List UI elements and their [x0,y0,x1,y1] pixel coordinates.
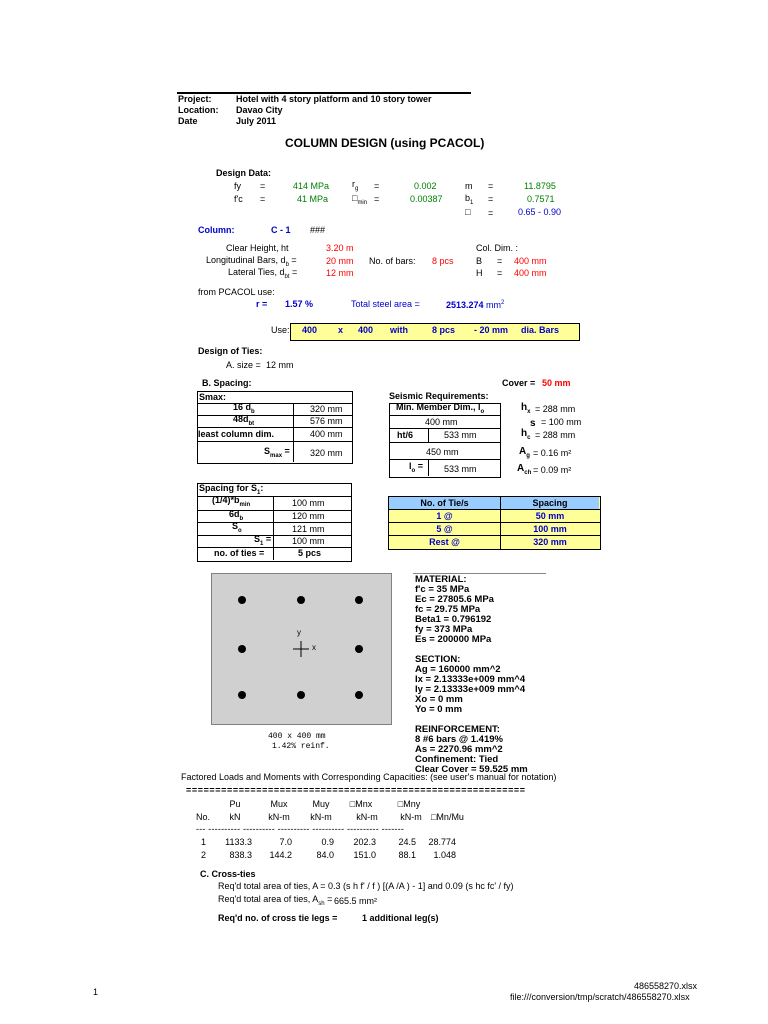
crossties-formula: Req'd total area of ties, A = 0.3 (s h f' / f ) [(A /A ) - 1] and 0.09 (s hc fc' / fy) [218,881,514,891]
hc-value: = 288 mm [535,430,576,440]
eq: = [374,181,380,191]
no-bars-label: No. of bars: [369,256,416,266]
project-value: Hotel with 4 story platform and 10 story tower [236,94,432,104]
column-id: C - 1 [271,225,291,235]
load-cell: 84.0 [316,850,334,860]
spacing-heading: B. Spacing: [202,378,252,388]
file-path: file:///conversion/tmp/scratch/486558270.xlsx [510,992,690,1002]
section-caption: 1.42% reinf. [272,742,330,751]
steel-unit: $mm^2$ [486,300,505,310]
fc-label: f'c [234,194,243,204]
s1-row-label: $6d_b$ [229,509,244,522]
s-label: s [530,418,536,429]
load-cell: 24.5 [398,837,416,847]
ties-label: Lateral Ties, $d_{bt}$ = [228,267,298,280]
y-axis-label: y [297,628,301,637]
rebar-dot [355,691,363,699]
load-cell: 151.0 [353,850,376,860]
smax-row-value: 576 mm [310,416,343,426]
loads-header: No. [196,812,211,822]
crossties-heading: C. Cross-ties [200,869,256,879]
s-value: = 100 mm [541,417,582,427]
smax-row-value: 400 mm [310,429,343,439]
s1-row-label: $S_o$ [232,521,242,534]
smax-title: Smax: [199,392,227,402]
rebar-dot [355,596,363,604]
smax-row-label: 16 $d_b$ [233,402,255,415]
ht6-value: 533 mm [444,430,477,440]
use-cell: 8 pcs [432,325,456,335]
page-number: 1 [93,987,99,997]
column-hash: ### [310,225,326,235]
fy-label: fy [234,181,242,191]
rebar-dot [238,645,246,653]
long-bars-value: 20 mm [326,256,354,266]
load-cell: 7.0 [279,837,292,847]
asize-value: 12 mm [266,360,294,370]
row450: 450 mm [426,447,459,457]
tie-count: 1 @ [436,511,453,521]
fc-value: 41 MPa [297,194,329,204]
load-cell: 28.774 [428,837,456,847]
page-title: COLUMN DESIGN (using PCACOL) [285,136,485,150]
s1-row-label: no. of ties = [214,548,265,558]
x-axis-label: x [312,643,316,652]
loads-header: □Mnx [349,799,373,809]
rebar-dot [238,691,246,699]
load-cell: 1 [201,837,207,847]
crossties-area-value: 665.5 mm² [334,896,378,906]
eq: = [488,181,494,191]
loads-header: kN-m [400,812,422,822]
loads-heading: Factored Loads and Moments with Corresponding Capacities: (see user's manual for notation) [181,772,557,782]
section-caption: 400 x 400 mm [268,732,326,741]
b1-label: $b_1$ [465,193,474,206]
tie-spacing: 320 mm [533,537,567,547]
spacing-s1-title: Spacing for $S_1$: [199,483,264,496]
ach-value: = 0.09 m² [533,465,572,475]
material-block: MATERIAL: f'c = 35 MPa Ec = 27805.6 MPa fc = 29.75 MPa Beta1 = 0.796192 fy = 373 MPa Es = 200000 MPa SECTION: Ag = 160000 mm^2 Ix = 2.13333e+009 mm^4 Iy = 2.13333e+009 mm^4 Xo = 0 mm Yo = 0 mm REINFORCEMENT: 8 #6 bars @ 1.419% As = 2270.96 mm^2 Confinement: Tied Clear Cover = 59.525 mm [415,574,528,775]
rg-value: 0.002 [414,181,437,191]
long-bars-label: Longitudinal Bars, $d_b$ = [206,255,297,268]
load-cell: 1133.3 [225,837,252,847]
phi-label: □ [465,207,471,217]
ag-value: = 0.16 m² [533,448,572,458]
use-cell: 400 [302,325,318,335]
column-section-drawing [211,573,392,725]
use-cell: x [338,325,344,335]
b1-value: 0.7571 [527,194,555,204]
cover-label: Cover = [502,378,536,388]
hx-label: $h_x$ [521,402,531,415]
load-cell: 1.048 [433,850,456,860]
column-label: Column: [198,225,235,235]
m-value: 11.8795 [524,181,556,191]
min-dim-label: Min. Member Dim., $l_o$ [396,402,485,415]
loads-rule: ========================================================== [186,785,526,795]
load-cell: 0.9 [321,837,334,847]
s1-row-value: 121 mm [292,524,325,534]
s1-row-value: 100 mm [292,498,325,508]
ties-heading: Design of Ties: [198,346,263,356]
lo-label: $l_o$ = [409,461,423,474]
crossties-legs-label: Req'd no. of cross tie legs = [218,913,338,923]
lo-value: 533 mm [444,464,477,474]
loads-dashes: --- ---------- ---------- ---------- ---------- ---------- ------- [196,824,405,834]
location-label: Location: [178,105,219,115]
file-name: 486558270.xlsx [634,981,698,991]
project-label: Project: [178,94,212,104]
tie-header: Spacing [532,498,568,508]
eq: = [260,194,266,204]
use-cell: dia. Bars [521,325,560,335]
phi-value: 0.65 - 0.90 [518,207,562,217]
loads-header: Pu [229,799,241,809]
crossties-legs-value: 1 additional leg(s) [362,913,439,923]
s1-row-value: 100 mm [292,536,325,546]
smax-row-value: 320 mm [310,448,343,458]
rebar-dot [297,596,305,604]
eq: = [497,268,503,278]
smax-row-label: $48d_{bt}$ [233,414,255,427]
loads-header: kN-m [356,812,378,822]
B-label: B [476,256,483,266]
loads-header: kN [229,812,241,822]
tie-count: 5 @ [436,524,453,534]
location-value: Davao City [236,105,283,115]
eq: = [260,181,266,191]
loads-header: □Mn/Mu [431,812,464,822]
clear-height-label: Clear Height, ht [226,243,289,253]
seismic-title: Seismic Requirements: [389,391,489,401]
r-label: r = [256,299,268,309]
cover-value: 50 mm [542,378,571,388]
use-cell: with [390,325,408,335]
clear-height-value: 3.20 m [326,243,354,253]
ht6-label: ht/6 [397,430,414,440]
tie-count: Rest @ [429,537,460,547]
load-cell: 202.3 [353,837,376,847]
ag-label: $A_g$ [519,446,530,459]
eq: = [488,208,494,218]
eq: = [374,194,380,204]
rmin-value: 0.00387 [410,194,443,204]
ties-value: 12 mm [326,268,354,278]
hc-label: $h_c$ [521,428,531,441]
load-cell: 838.3 [229,850,252,860]
load-cell: 2 [201,850,207,860]
loads-header: Muy [312,799,330,809]
load-cell: 144.2 [269,850,292,860]
rg-label: $r_g$ [352,179,359,192]
use-cell: - 20 mm [474,325,509,335]
fy-value: 414 MPa [293,181,330,191]
steel-label: Total steel area = [351,299,420,309]
pcacol-label: from PCACOL use: [198,287,275,297]
s1-row-value: 120 mm [292,511,325,521]
tie-header: No. of Tie/s [420,498,469,508]
s1-row-value: 5 pcs [298,548,322,558]
rmin-label: $□_{min}$ [352,193,368,206]
use-cell: 400 [358,325,374,335]
load-cell: 88.1 [398,850,416,860]
loads-header: kN-m [310,812,332,822]
date-value: July 2011 [236,116,277,126]
hx-value: = 288 mm [535,404,576,414]
H-value: 400 mm [514,268,547,278]
rebar-dot [355,645,363,653]
eq: = [488,194,494,204]
design-data-heading: Design Data: [216,168,272,178]
s1-row-label: $S_1$ = [254,534,272,547]
col-dim-label: Col. Dim. : [476,243,519,253]
m-label: m [465,181,473,191]
date-label: Date [178,116,198,126]
steel-value: 2513.274 [446,300,484,310]
tie-spacing: 100 mm [533,524,567,534]
tie-spacing: 50 mm [535,511,565,521]
crossties-area-label: Req'd total area of ties, $A_{sh}$ = [218,894,333,907]
ach-label: $A_{ch}$ [517,463,532,476]
asize-label: A. size = [226,360,261,370]
smax-row-label: $S_{max}$ = [264,446,290,459]
r-value: 1.57 % [285,299,314,309]
eq: = [497,256,503,266]
loads-header: Mux [270,799,288,809]
smax-row-label: least column dim. [198,429,275,439]
smax-row-value: 320 mm [310,404,343,414]
B-value: 400 mm [514,256,547,266]
loads-header: kN-m [268,812,290,822]
rebar-dot [297,691,305,699]
rebar-dot [238,596,246,604]
s1-row-label: $(1/4)*b_{min}$ [212,495,251,508]
min-dim-value: 400 mm [425,417,458,427]
no-bars-value: 8 pcs [432,256,454,266]
H-label: H [476,268,483,278]
use-label: Use: [271,325,290,335]
loads-header: □Mny [397,799,421,809]
